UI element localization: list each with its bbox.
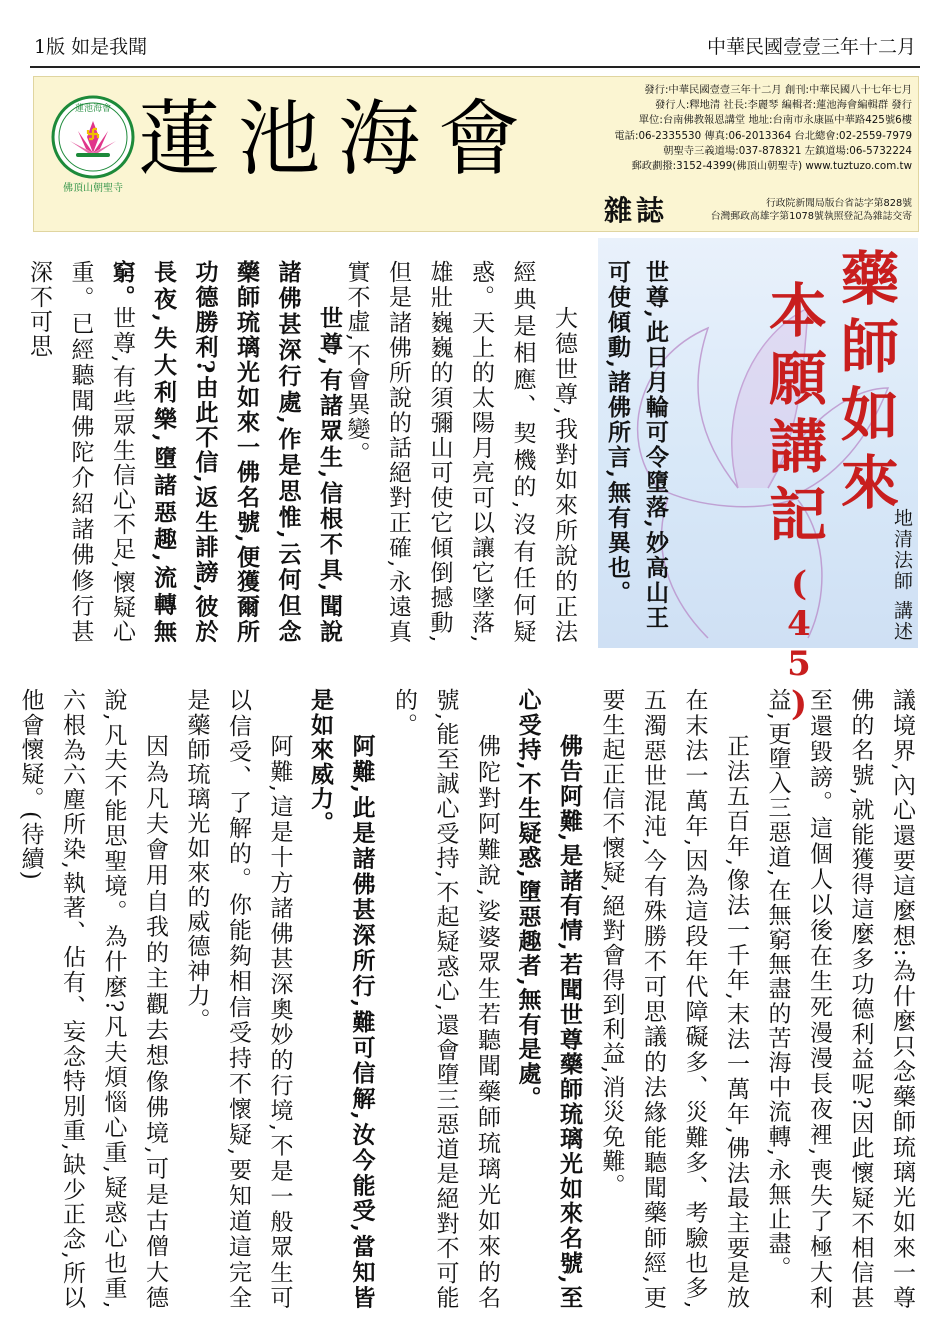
sutra-quote: 阿難,此是諸佛甚深所行,難可信解,汝今能受,當知皆是如來威力。	[307, 688, 376, 1310]
logo-text-top: 蓮池海會	[74, 104, 112, 114]
logo-text-bottom: 佛頂山朝聖寺	[63, 183, 123, 194]
upper-sutra-quote-2	[108, 260, 350, 644]
issue-number: (45)	[779, 564, 819, 724]
temple-logo-icon	[48, 91, 138, 199]
reg-line: 台灣郵政高雄字第1078號執照登記為雜誌交寄	[710, 211, 912, 222]
pub-line: 朝聖寺三義道場:037-878321 左鎮道場:06-5732224	[663, 144, 912, 157]
upper-paragraph-1	[344, 260, 584, 644]
reg-line: 行政院新聞局版台省誌字第828號	[765, 198, 912, 209]
pub-line: 電話:06-2335530 傳真:06-2013364 台北總會:02-2559-7979	[614, 129, 912, 142]
paragraph: 正法五百年,像法一千年,末法一萬年,佛法最主要是放在末法一萬年,因為這段年代障礙多、災難多、考驗也多,五濁惡世混沌,今有殊勝不可思議的法緣能聽聞藥師經,更要生起正信不懷疑,絕對會得到利益,消災免難。	[598, 688, 749, 1310]
lower-article	[17, 688, 922, 1310]
registration-info	[614, 197, 912, 223]
author-credit: 地清法師 講述	[891, 508, 913, 643]
pub-line: 發行人:釋地清 社長:李麗琴 編輯者:蓮池海會編輯群 發行	[654, 99, 912, 112]
sutra-quote: 佛告阿難,是諸有情,若聞世尊藥師琉璃光如來名號,至心受持,不生疑惑,墮惡趣者,無有是處。	[514, 688, 583, 1310]
pub-line: 郵政劃撥:3152-4399(佛頂山朝聖寺) www.tuztuzo.com.tw	[631, 160, 912, 173]
pub-line: 發行:中華民國壹壹三年十二月 創刊:中華民國八十七年七月	[644, 84, 912, 96]
paragraph: 佛陀對阿難說,娑婆眾生若聽聞藥師琉璃光如來的名號,能至誠心受持,不起疑惑心,還會墮三惡道是絕對不可能的。	[391, 688, 500, 1310]
title-line-1: 藥師如來	[831, 248, 899, 520]
upper-paragraph-2	[26, 260, 142, 644]
magazine-brand: 蓮池海會	[138, 92, 539, 187]
publication-info	[614, 83, 912, 174]
title-line-2: 本願講記	[759, 280, 827, 552]
header-rule	[30, 66, 920, 68]
magazine-label: 雜誌	[604, 194, 669, 227]
page-label: 1版 如是我聞	[34, 36, 148, 58]
sutra-quote-1: 世尊,此日月輪可令墮落,妙高山王可使傾動,諸佛所言,無有異也。	[604, 260, 669, 631]
paragraph: 因為凡夫會用自我的主觀去想像佛境,可是古僧大德說,凡夫不能思聖境。為什麼?凡夫煩惱心重,疑惑心也重,六根為六塵所染,執著、佔有、妄念特別重,缺少正念,所以他會懷疑。(待續)	[17, 688, 168, 1310]
masthead	[33, 76, 919, 232]
paragraph: 世尊,有諸眾生,信根不具,聞說諸佛甚深行處,作是思惟,云何但念藥師琉璃光如來一佛名號,便獲爾所功德勝利?由此不信,返生誹謗,彼於長夜,失大利樂,墮諸惡趣,流轉無窮。	[108, 260, 343, 644]
paragraph: 阿難,這是十方諸佛甚深奧妙的行境,不是一般眾生可以信受、了解的。你能夠相信受持不懷疑,要知道這完全是藥師琉璃光如來的威德神力。	[183, 688, 293, 1310]
paragraph: 大德世尊,我對如來所說的正法經典是相應、契機的,沒有任何疑惑。天上的太陽月亮可以讓它墜落,雄壯巍巍的須彌山可使它傾倒撼動,但是諸佛所說的話絕對正確,永遠真實不虛,不會異變。	[343, 260, 577, 644]
pub-line: 單位:台南佛教報恩講堂 地址:台南市永康區中華路425號6樓	[638, 114, 912, 127]
issue-date: 中華民國壹壹三年十二月	[706, 36, 916, 58]
paragraph: 世尊,有些眾生信心不足,懷疑心重。已經聽聞佛陀介紹諸佛修行甚深不可思	[26, 260, 135, 644]
page-header	[30, 24, 920, 64]
paragraph: 議境界,內心還要這麼想:為什麼只念藥師琉璃光如來一尊佛的名號,就能獲得這麼多功德利益呢?因此懷疑不相信甚至還毀謗。這個人以後在生死漫漫長夜裡,喪失了極大利益,更墮入三惡道,在無窮無盡的苦海中流轉,永無止盡。	[764, 688, 915, 1310]
